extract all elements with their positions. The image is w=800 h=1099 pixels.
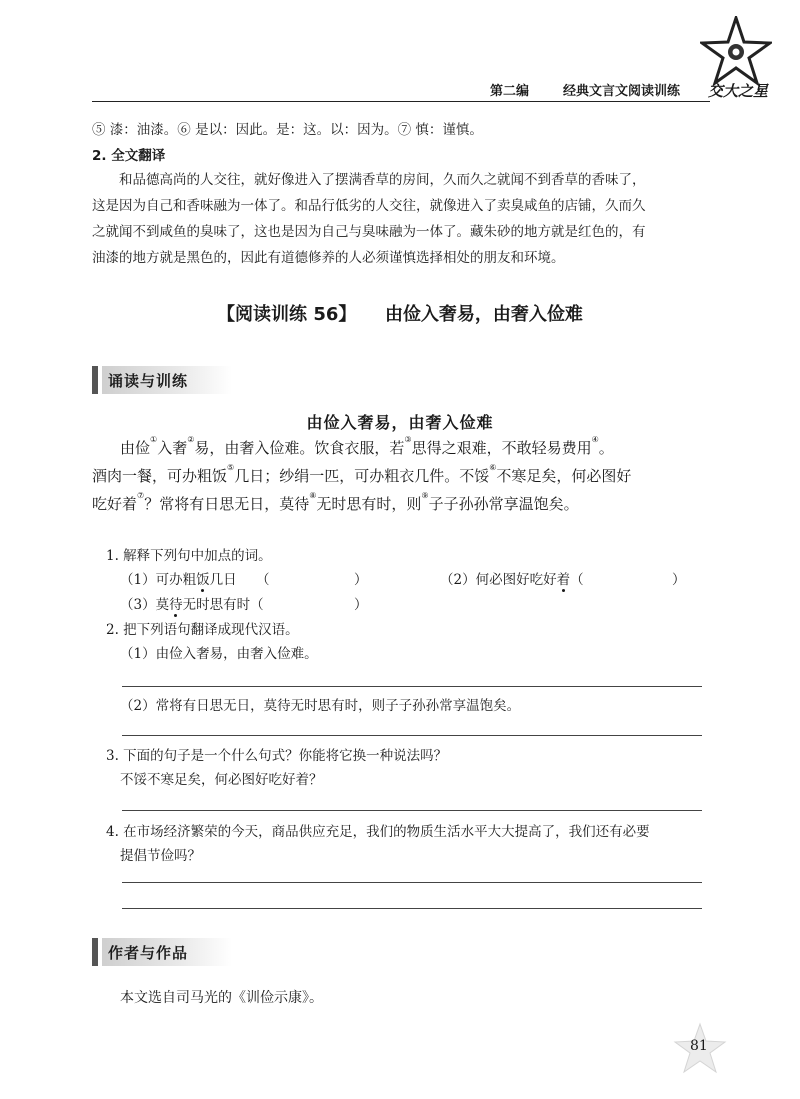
answer-blank-1-1[interactable]: [272, 572, 352, 592]
answer-paren-close-3: ）: [354, 597, 368, 613]
lesson-heading: [0, 300, 800, 326]
section-read: [92, 366, 232, 394]
passage-line-1: 由俭①入奢②易，由奢入俭难。饮食衣服，若③思得之艰难，不敢轻易费用④。: [120, 435, 614, 457]
question-4-line-2: 提倡节俭吗？: [120, 848, 201, 864]
lesson-title: 由俭入奢易，由奢入俭难: [384, 304, 583, 325]
translation-line-3: 之就闻不到咸鱼的臭味了，这也是因为自己与臭味融为一体了。藏朱砂的地方就是红色的，有: [92, 224, 646, 240]
answer-line-4-2[interactable]: [122, 908, 702, 909]
answer-line-4-1[interactable]: [122, 882, 702, 883]
dotted-word: 待: [169, 597, 183, 613]
answer-paren-open-1: （: [256, 572, 270, 588]
notes-line: ⑤ 漆：油漆。⑥ 是以：因此。是：这。以：因为。⑦ 慎：谨慎。: [92, 122, 483, 138]
dotted-word: 着: [556, 572, 571, 588]
passage-line-2: 酒肉一餐，可办粗饭⑤几日；纱绢一匹，可办粗衣几件。不馁⑥不寒足矣，何必图好: [92, 463, 632, 485]
answer-blank-1-2[interactable]: [588, 572, 670, 592]
section-author: [92, 938, 232, 966]
author-text: 本文选自司马光的《训俭示康》。: [120, 990, 323, 1006]
section-author-label: 作者与作品: [108, 944, 189, 962]
section-read-label: 诵读与训练: [108, 372, 189, 390]
answer-line-3[interactable]: [122, 810, 702, 811]
passage-title: 由俭入奢易，由奢入俭难: [306, 413, 494, 432]
header-rule: [92, 101, 710, 102]
question-2: 2. 把下列语句翻译成现代汉语。: [106, 622, 299, 638]
question-3: 3. 下面的句子是一个什么句式？你能将它换一种说法吗？: [106, 748, 448, 764]
question-3-sentence: 不馁不寒足矣，何必图好吃好着？: [120, 772, 323, 788]
header-section: 第二编: [490, 84, 530, 99]
dotted-word: 饭: [196, 572, 210, 588]
answer-blank-1-3[interactable]: [272, 597, 352, 617]
passage-line-3: 吃好着⑦？常将有日思无日，莫待⑧无时思有时，则⑨子子孙孙常享温饱矣。: [92, 491, 579, 513]
question-1: 1. 解释下列句中加点的词。: [106, 548, 272, 564]
translation-line-4: 油漆的地方就是黑色的，因此有道德修养的人必须谨慎选择相处的朋友和环境。: [92, 250, 565, 266]
header-title: 经典文言文阅读训练: [563, 84, 681, 99]
answer-line-2-2[interactable]: [122, 735, 702, 736]
translation-line-1: 和品德高尚的人交往，就好像进入了摆满香草的房间，久而久之就闻不到香草的香味了，: [119, 172, 646, 188]
answer-paren-close-2: ）: [672, 572, 686, 588]
translation-line-2: 这是因为自己和香味融为一体了。和品行低劣的人交往，就像进入了卖臭咸鱼的店铺，久而久: [92, 198, 646, 214]
question-1-1: （1）可办粗饭几日: [120, 572, 237, 588]
page-number: 81: [690, 1038, 708, 1054]
answer-line-2-1[interactable]: [122, 686, 702, 687]
lesson-number: 【阅读训练 56】: [217, 304, 357, 325]
star-logo-icon: [700, 16, 772, 86]
question-2-2: （2）常将有日思无日，莫待无时思有时，则子子孙孙常享温饱矣。: [120, 698, 521, 714]
header-brand: 交大之星: [708, 82, 769, 100]
question-4-line-1: 4. 在市场经济繁荣的今天，商品供应充足，我们的物质生活水平大大提高了，我们还有必要: [106, 824, 650, 840]
question-1-3: （3）莫待无时思有时（: [120, 597, 264, 613]
question-2-1: （1）由俭入奢易，由奢入俭难。: [120, 646, 318, 662]
translation-heading: 2. 全文翻译: [92, 148, 166, 164]
answer-paren-close-1: ）: [354, 572, 368, 588]
question-1-2: （2）何必图好吃好着（: [440, 572, 584, 588]
